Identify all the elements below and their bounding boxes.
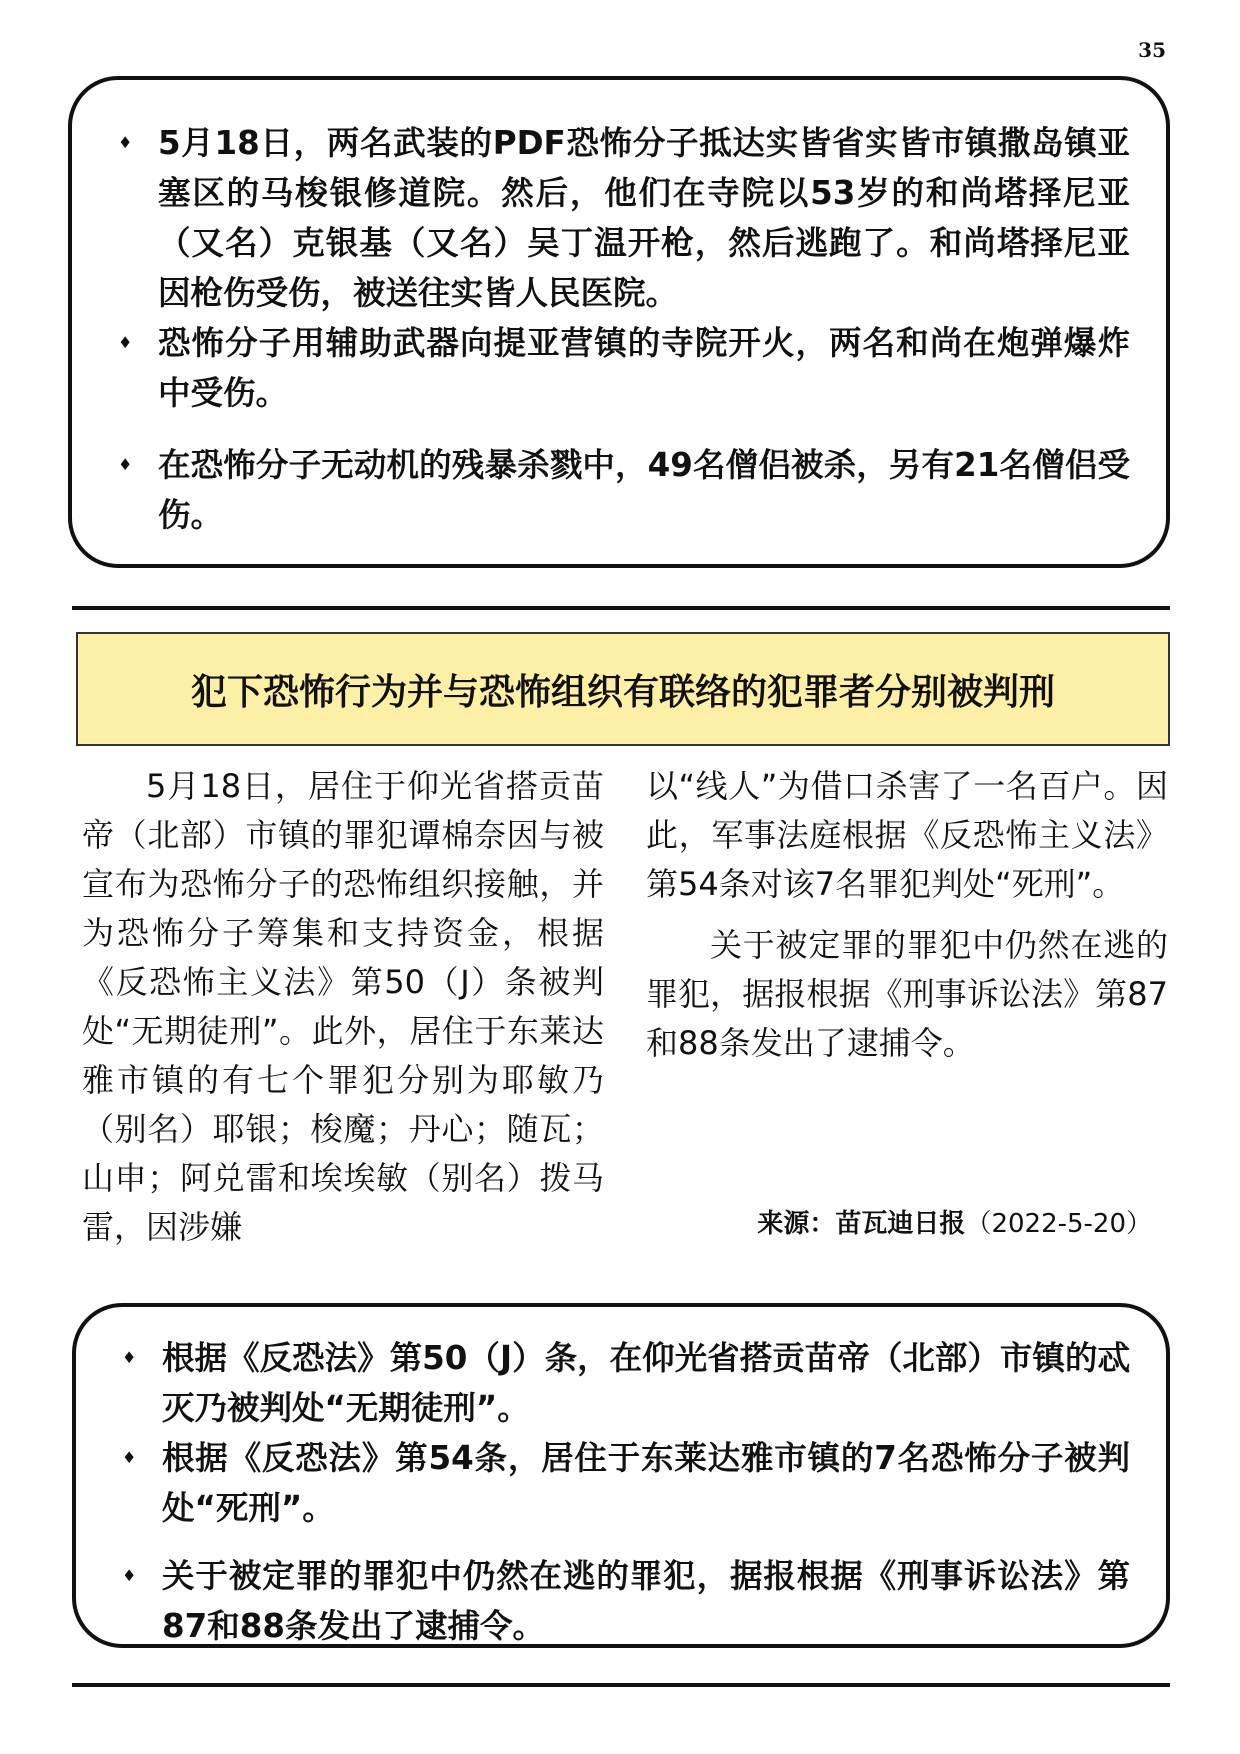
diamond-bullet-icon: ♦	[122, 1348, 137, 1367]
source-date: （2022-5-20）	[965, 1209, 1152, 1239]
diamond-bullet-icon: ♦	[118, 133, 133, 152]
article-headline: 犯下恐怖行为并与恐怖组织有联络的犯罪者分别被判刑	[76, 632, 1170, 746]
diamond-bullet-icon: ♦	[118, 333, 133, 352]
divider-rule	[72, 1683, 1170, 1687]
bullet-text: 根据《反恐法》第50（J）条，在仰光省搭贡苗帝（北部）市镇的忒灭乃被判处“无期徒刑”。	[162, 1339, 1130, 1427]
bullet-item	[122, 1551, 1130, 1651]
bullet-item	[118, 318, 1130, 418]
bullet-item	[122, 1333, 1130, 1433]
source-label: 来源：苗瓦迪日报	[757, 1209, 966, 1239]
article-paragraph: 以“线人”为借口杀害了一名百户。因此，军事法庭根据《反恐怖主义法》第54条对该7名罪犯判处“死刑”。	[646, 767, 1168, 903]
summary-box-top	[68, 76, 1170, 568]
diamond-bullet-icon: ♦	[122, 1448, 137, 1467]
article-paragraph: 关于被定罪的罪犯中仍然在逃的罪犯，据报根据《刑事诉讼法》第87和88条发出了逮捕令。	[646, 926, 1168, 1062]
diamond-bullet-icon: ♦	[122, 1566, 137, 1585]
bullet-text: 恐怖分子用辅助武器向提亚营镇的寺院开火，两名和尚在炮弹爆炸中受伤。	[158, 324, 1130, 412]
bullet-list	[118, 118, 1130, 540]
article-column-right	[646, 762, 1168, 1068]
bullet-text: 在恐怖分子无动机的残暴杀戮中，49名僧侣被杀，另有21名僧侣受伤。	[158, 446, 1130, 534]
page-number: 35	[1138, 38, 1166, 62]
bullet-text: 根据《反恐法》第54条，居住于东莱达雅市镇的7名恐怖分子被判处“死刑”。	[162, 1439, 1130, 1527]
bullet-item	[118, 440, 1130, 540]
source-citation	[757, 1204, 1152, 1244]
summary-box-bottom	[72, 1303, 1170, 1648]
diamond-bullet-icon: ♦	[118, 455, 133, 474]
bullet-text: 5月18日，两名武装的PDF恐怖分子抵达实皆省实皆市镇撒岛镇亚塞区的马梭银修道院。然后，他们在寺院以53岁的和尚塔择尼亚（又名）克银基（又名）吴丁温开枪，然后逃跑了。和尚塔择尼亚因枪伤受伤，被送往实皆人民医院。	[158, 124, 1130, 312]
bullet-item	[118, 118, 1130, 318]
article-paragraph: 5月18日，居住于仰光省搭贡苗帝（北部）市镇的罪犯谭棉奈因与被宣布为恐怖分子的恐怖组织接触，并为恐怖分子筹集和支持资金，根据《反恐怖主义法》第50（J）条被判处“无期徒刑”。此外，居住于东莱达雅市镇的有七个罪犯分别为耶敏乃（别名）耶银；梭魔；丹心；随瓦；山申；阿兑雷和埃埃敏（别名）拨马雷，因涉嫌	[82, 767, 604, 1246]
divider-rule	[72, 606, 1170, 610]
bullet-text: 关于被定罪的罪犯中仍然在逃的罪犯，据报根据《刑事诉讼法》第87和88条发出了逮捕令。	[162, 1557, 1130, 1645]
article-column-left	[82, 762, 604, 1252]
bullet-list	[122, 1333, 1130, 1651]
bullet-item	[122, 1433, 1130, 1533]
